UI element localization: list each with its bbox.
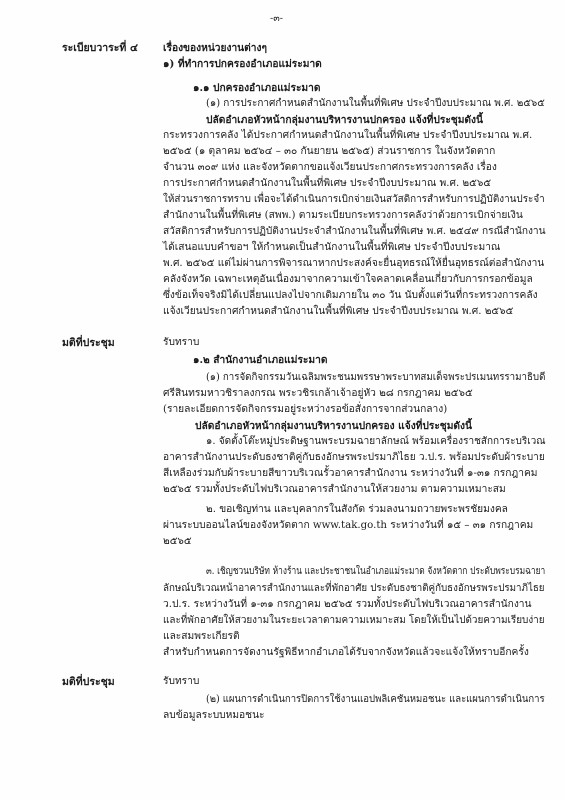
body-line: ปลัดอำเภอหัวหน้ากลุ่มงานบริหารงานปกครอง แจ้งที่ประชุมดังนี้ — [206, 114, 483, 126]
resolution-text: รับทราบ — [163, 676, 200, 687]
item-heading: (๑) การประกาศกำหนดสำนักงานในพื้นที่พิเศษ ประจำปีงบประมาณ พ.ศ. ๒๕๖๕ — [206, 98, 545, 109]
body-line: ๒๕๖๕ (๑ ตุลาคม ๒๕๖๔ – ๓๐ กันยายน ๒๕๖๕) ส่วนราชการ ในจังหวัดตาก — [163, 146, 496, 157]
body-line: แจ้งเวียนประกาศกำหนดสำนักงานในพื้นที่พิเศษ ประจำปีงบประมาณ พ.ศ. ๒๕๖๕ — [163, 306, 514, 317]
resolution-label: มติที่ประชุม — [62, 676, 115, 688]
body-line: ว.ป.ร. ระหว่างวันที่ ๑-๓๑ กรกฎาคม ๒๕๖๕ รวมทั้งประดับไฟบริเวณอาคารสำนักงาน — [163, 599, 532, 610]
page-number: -๓- — [270, 13, 283, 24]
body-line: ๓. เชิญชวนบริษัท ห้างร้าน และประชาชนในอำเภอแม่ระมาด จังหวัดตาก ประดับพระบรมฉายา — [206, 566, 546, 577]
body-line: จำนวน ๓๐๙ แห่ง และจังหวัดตากขอแจ้งเวียนประกาศกระทรวงการคลัง เรื่อง — [163, 162, 497, 173]
body-line: (๑) การจัดกิจกรรมวันเฉลิมพระชนมพรรษาพระบาทสมเด็จพระปรเมนทรรามาธิบดี — [206, 372, 546, 383]
body-line: สำหรับกำหนดการจัดงานรัฐพิธีหากอำเภอได้รับจากจังหวัดแล้วจะแจ้งให้ทราบอีกครั้ง — [163, 647, 529, 658]
body-line: พ.ศ. ๒๕๖๕ แต่ไม่ผ่านการพิจารณาหากประสงค์จะยื่นอุทธรณ์ให้ยื่นอุทธรณ์ต่อสำนักงาน — [163, 258, 545, 269]
body-line: (๒) แผนการดำเนินการปิดการใช้งานแอปพลิเคชันหมอชนะ และแผนการดำเนินการ — [206, 694, 545, 705]
body-line: สีเหลืองร่วมกับผ้าระบายสีขาวบริเวณรั้วอาคารสำนักงาน ระหว่างวันที่ ๑-๓๑ กรกฎาคม — [163, 468, 538, 479]
body-line: ซึ่งข้อเท็จจริงมิได้เปลี่ยนแปลงไปจากเดิมภายใน ๓๐ วัน นับตั้งแต่วันที่กระทรวงการคลัง — [163, 290, 538, 301]
subsection-title: ๑.๑ ปกครองอำเภอแม่ระมาด — [193, 82, 321, 94]
body-line: ๒. ขอเชิญท่าน และบุคลากรในสังกัด ร่วมลงนามถวายพระพรชัยมงคล — [206, 504, 508, 515]
body-line: กระทรวงการคลัง ได้ประกาศกำหนดสำนักงานในพื้นที่พิเศษ ประจำปีงบประมาณ พ.ศ. — [163, 130, 533, 141]
body-line: อาคารสำนักงานประดับธงชาติคู่กับธงอักษรพระปรมาภิไธย ว.ป.ร. พร้อมประดับผ้าระบาย — [163, 452, 545, 463]
resolution-text: รับทราบ — [163, 337, 200, 348]
body-line: และสมพระเกียรติ — [163, 631, 240, 642]
body-line: ให้ส่วนราชการทราบ เพื่อจะได้ดำเนินการเบิกจ่ายเงินสวัสดิการสำหรับการปฏิบัติงานประจำ — [163, 194, 545, 205]
body-line: การประกาศกำหนดสำนักงานในพื้นที่พิเศษ ประจำปีงบประมาณ พ.ศ. ๒๕๖๕ — [163, 178, 492, 189]
body-line: ๒๕๖๕ รวมทั้งประดับไฟบริเวณอาคารสำนักงานให้สวยงาม ตามความเหมาะสม — [163, 484, 506, 495]
agenda-title: เรื่องของหน่วยงานต่างๆ — [163, 42, 267, 54]
body-line: และที่พักอาศัยให้สวยงามในระยะเวลาตามความเหมาะสม โดยให้เป็นไปด้วยความเรียบง่าย — [163, 615, 545, 626]
body-line: ลบข้อมูลระบบหมอชนะ — [163, 710, 265, 721]
body-line: ได้เสนอแบบคำขอฯ ให้กำหนดเป็นสำนักงานในพื้นที่พิเศษ ประจำปีงบประมาณ — [163, 242, 501, 253]
body-line: สวัสดิการสำหรับการปฏิบัติงานประจำสำนักงานในพื้นที่พิเศษ พ.ศ. ๒๕๔๙ กรณีสำนักงาน — [163, 226, 546, 237]
body-line: (รายละเอียดการจัดกิจกรรมอยู่ระหว่างรอข้อสั่งการจากส่วนกลาง) — [163, 404, 448, 415]
body-line: ๒๕๖๕ — [163, 536, 192, 547]
resolution-label: มติที่ประชุม — [62, 337, 115, 349]
body-line: คลังจังหวัด เฉพาะเหตุอันเนื่องมาจากความเข้าใจคลาดเคลื่อนเกี่ยวกับการกรอกข้อมูล — [163, 274, 533, 285]
body-line: สำนักงานในพื้นที่พิเศษ (สพพ.) ตามระเบียบกระทรวงการคลังว่าด้วยการเบิกจ่ายเงิน — [163, 210, 523, 221]
body-line: ศรีสินทรมหาวชิราลงกรณ พระวชิรเกล้าเจ้าอยู่หัว ๒๘ กรกฎาคม ๒๕๖๕ — [163, 388, 473, 399]
body-line: ๑. จัดตั้งโต๊ะหมู่ประดิษฐานพระบรมฉายาลักษณ์ พร้อมเครื่องราชสักการะบริเวณ — [206, 436, 546, 447]
body-line: ผ่านระบบออนไลน์ของจังหวัดตาก www.tak.go.th ระหว่างวันที่ ๑๕ – ๓๑ กรกฎาคม — [163, 520, 534, 531]
section-title: ๑) ที่ทำการปกครองอำเภอแม่ระมาด — [163, 58, 322, 70]
subsection-title: ๑.๒ สำนักงานอำเภอแม่ระมาด — [193, 354, 328, 366]
agenda-label: ระเบียบวาระที่ ๔ — [62, 42, 138, 54]
body-line: ปลัดอำเภอหัวหน้ากลุ่มงานบริหารงานปกครอง แจ้งที่ประชุมดังนี้ — [195, 420, 472, 432]
body-line: ลักษณ์บริเวณหน้าอาคารสำนักงานและที่พักอาศัย ประดับธงชาติคู่กับธงอักษรพระปรมาภิไธย — [163, 583, 545, 594]
